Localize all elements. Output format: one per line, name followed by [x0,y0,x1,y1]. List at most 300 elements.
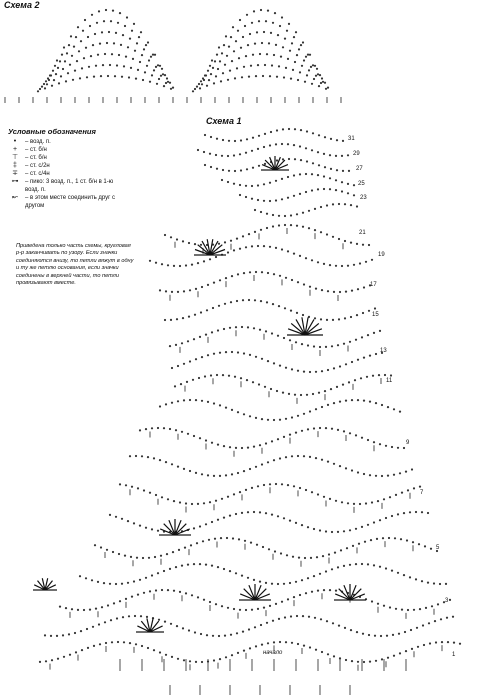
chain-stitch-mark [303,283,305,285]
chain-stitch-mark [149,492,151,494]
chain-stitch-mark [77,609,79,611]
chain-stitch-mark [259,511,261,513]
chain-stitch-mark [338,238,340,240]
chain-stitch-mark [211,442,213,444]
chain-stitch-mark [278,215,280,217]
chain-stitch-mark [162,73,164,75]
chain-stitch-mark [281,178,283,180]
chain-stitch-mark [214,60,216,62]
chain-stitch-mark [205,74,207,76]
chain-stitch-mark [407,609,409,611]
chain-stitch-mark [290,310,292,312]
chain-stitch-mark [252,167,254,169]
chain-stitch-mark [185,264,187,266]
chain-stitch-mark [141,455,143,457]
chain-stitch-mark [178,549,180,551]
chain-stitch-mark [296,225,298,227]
chain-stitch-mark [329,498,331,500]
chain-stitch-mark [367,524,369,526]
chain-stitch-mark [201,83,203,85]
chain-stitch-mark [117,22,119,24]
chain-stitch-mark [142,79,144,81]
chain-stitch-mark [217,519,219,521]
chain-stitch-mark [192,379,194,381]
chain-stitch-mark [229,515,231,517]
chain-stitch-mark [54,65,56,67]
chain-stitch-mark [94,544,96,546]
chain-stitch-mark [281,16,283,18]
chain-stitch-mark [267,461,269,463]
chain-stitch-mark [224,635,226,637]
chain-stitch-mark [316,556,318,558]
chain-stitch-mark [349,341,351,343]
chain-stitch-mark [87,36,89,38]
chain-stitch-mark [386,635,388,637]
chain-stitch-mark [216,168,218,170]
chain-stitch-mark [203,260,205,262]
chain-stitch-mark [266,622,268,624]
chain-stitch-mark [337,566,339,568]
chain-stitch-mark [121,583,123,585]
chain-stitch-mark [269,483,271,485]
chain-stitch-mark [311,149,313,151]
chain-stitch-mark [276,390,278,392]
chain-stitch-mark [62,68,64,70]
chain-stitch-mark [334,552,336,554]
chain-stitch-mark [326,204,328,206]
chain-stitch-mark [291,368,293,370]
chain-stitch-mark [249,33,251,35]
chain-stitch-mark [299,487,301,489]
chain-stitch-mark [164,234,166,236]
chain-stitch-mark [130,556,132,558]
chain-stitch-mark [296,312,298,314]
chain-stitch-mark [223,517,225,519]
chain-stitch-mark [164,319,166,321]
chain-stitch-mark [345,363,347,365]
chain-stitch-mark [350,316,352,318]
chain-stitch-mark [171,656,173,658]
chain-stitch-mark [227,79,229,81]
chain-stitch-mark [200,80,202,82]
chain-stitch-mark [254,231,256,233]
chain-stitch-mark [199,437,201,439]
chain-stitch-mark [205,334,207,336]
chain-stitch-mark [336,386,338,388]
chain-stitch-mark [249,647,251,649]
schema-1-title: Схема 1 [206,116,242,126]
chain-stitch-mark [234,170,236,172]
chain-stitch-mark [171,463,173,465]
chain-stitch-mark [230,240,232,242]
chain-stitch-mark [345,659,347,661]
chain-stitch-mark [401,492,403,494]
chain-stitch-mark [263,31,265,33]
chain-stitch-mark [459,643,461,645]
chain-stitch-mark [244,25,246,27]
chain-stitch-mark [229,570,231,572]
chain-stitch-mark [313,345,315,347]
chain-stitch-mark [59,60,61,62]
chain-stitch-mark [139,525,141,527]
chain-stitch-mark [312,162,314,164]
chain-stitch-mark [308,616,310,618]
chain-stitch-mark [39,661,41,663]
chain-stitch-mark [345,291,347,293]
chain-stitch-mark [295,432,297,434]
chain-stitch-mark [212,635,214,637]
chain-stitch-mark [353,194,355,196]
chain-stitch-mark [263,146,265,148]
chain-stitch-mark [231,275,233,277]
chain-stitch-mark [243,66,245,68]
chain-stitch-mark [182,317,184,319]
row-number: 25 [358,181,365,187]
chain-stitch-mark [238,57,240,59]
chain-stitch-mark [241,512,243,514]
chain-stitch-mark [388,537,390,539]
chain-stitch-mark [171,291,173,293]
chain-stitch-mark [304,557,306,559]
chain-stitch-mark [213,475,215,477]
chain-stitch-mark [220,537,222,539]
chain-stitch-mark [258,20,260,22]
chain-stitch-mark [305,592,307,594]
chain-stitch-mark [149,590,151,592]
chain-stitch-mark [389,606,391,608]
chain-stitch-mark [195,661,197,663]
chain-stitch-mark [381,404,383,406]
chain-stitch-mark [277,34,279,36]
chain-stitch-mark [75,36,77,38]
chain-stitch-mark [254,299,256,301]
chain-stitch-mark [225,407,227,409]
chain-stitch-mark [164,74,166,76]
chain-stitch-mark [375,660,377,662]
chain-stitch-mark [290,78,292,80]
chain-stitch-mark [200,311,202,313]
chain-stitch-mark [207,474,209,476]
chain-stitch-mark [266,227,268,229]
chain-stitch-mark [285,641,287,643]
chain-stitch-mark [223,568,225,570]
chain-stitch-mark [125,598,127,600]
chain-stitch-mark [61,54,63,56]
chain-stitch-mark [412,541,414,543]
chain-stitch-mark [177,466,179,468]
chain-stitch-mark [198,83,200,85]
chain-stitch-mark [392,634,394,636]
chain-stitch-mark [258,165,260,167]
chain-stitch-mark [134,50,136,52]
chain-stitch-mark [253,446,255,448]
chain-stitch-mark [318,164,320,166]
chain-stitch-mark [390,374,392,376]
chain-stitch-mark [282,128,284,130]
chain-stitch-mark [253,10,255,12]
chain-stitch-mark [297,370,299,372]
chain-stitch-mark [155,494,157,496]
chain-stitch-mark [45,660,47,662]
chain-stitch-mark [142,557,144,559]
row-number: 3 [445,598,449,604]
chain-stitch-mark [321,289,323,291]
chain-stitch-mark [327,369,329,371]
chain-stitch-mark [149,81,151,83]
chain-stitch-mark [222,169,224,171]
chain-stitch-mark [397,513,399,515]
chain-stitch-mark [193,527,195,529]
chain-stitch-mark [85,47,87,49]
chain-stitch-mark [56,59,58,61]
chain-stitch-mark [335,155,337,157]
chain-stitch-mark [287,176,289,178]
chain-stitch-mark [252,381,254,383]
chain-stitch-mark [315,457,317,459]
chain-stitch-mark [95,608,97,610]
chain-stitch-mark [261,42,263,44]
chain-stitch-mark [157,64,159,66]
chain-stitch-mark [384,374,386,376]
chain-stitch-mark [92,626,94,628]
chain-stitch-mark [167,264,169,266]
chain-stitch-mark [445,583,447,585]
chain-stitch-mark [243,413,245,415]
chain-stitch-mark [446,617,448,619]
chain-stitch-mark [99,643,101,645]
chain-stitch-mark [221,155,223,157]
chain-stitch-mark [176,318,178,320]
chain-stitch-mark [361,336,363,338]
legend-text: – возд. п. [25,139,51,145]
chain-stitch-mark [315,371,317,373]
chain-stitch-mark [411,468,413,470]
chain-stitch-mark [69,64,71,66]
chain-stitch-mark [167,589,169,591]
chain-stitch-mark [208,79,210,81]
chain-stitch-mark [341,190,343,192]
chain-stitch-mark [205,523,207,525]
chain-stitch-mark [259,444,261,446]
chain-stitch-mark [379,443,381,445]
chain-stitch-mark [44,634,46,636]
chain-stitch-mark [434,620,436,622]
chain-stitch-mark [323,589,325,591]
chain-stitch-mark [301,579,303,581]
chain-stitch-mark [263,183,265,185]
chain-stitch-mark [232,537,234,539]
chain-stitch-mark [357,399,359,401]
chain-stitch-mark [299,193,301,195]
chain-stitch-mark [239,184,241,186]
chain-stitch-mark [323,153,325,155]
chain-stitch-mark [102,64,104,66]
chain-stitch-mark [208,539,210,541]
chain-stitch-mark [221,179,223,181]
chain-stitch-mark [233,608,235,610]
chain-stitch-mark [133,23,135,25]
chain-stitch-mark [219,404,221,406]
chain-stitch-mark [356,205,358,207]
chain-stitch-mark [177,291,179,293]
chain-stitch-mark [196,86,198,88]
chain-stitch-mark [251,198,253,200]
chain-stitch-mark [235,513,237,515]
chain-stitch-mark [268,548,270,550]
chain-stitch-mark [345,400,347,402]
chain-stitch-mark [165,403,167,405]
chain-stitch-mark [200,244,202,246]
chain-stitch-mark [276,159,278,161]
chain-stitch-mark [302,226,304,228]
chain-stitch-mark [309,456,311,458]
chain-stitch-mark [246,379,248,381]
chain-stitch-mark [181,565,183,567]
chain-stitch-mark [323,188,325,190]
chain-stitch-mark [171,367,173,369]
chain-stitch-mark [183,659,185,661]
chain-stitch-mark [128,615,130,617]
chain-stitch-mark [170,88,172,90]
chain-stitch-mark [273,362,275,364]
chain-stitch-mark [109,583,111,585]
chain-stitch-mark [242,36,244,38]
chain-stitch-mark [367,439,369,441]
chain-stitch-mark [265,442,267,444]
chain-stitch-mark [343,530,345,532]
chain-stitch-mark [336,169,338,171]
legend-text: – ст. б/н [25,155,47,161]
chain-stitch-mark [215,154,217,156]
chain-stitch-mark [330,388,332,390]
chain-stitch-mark [113,42,115,44]
chain-stitch-mark [288,128,290,130]
chain-stitch-mark [400,538,402,540]
chain-stitch-mark [271,64,273,66]
chain-stitch-mark [279,275,281,277]
chain-stitch-mark [341,265,343,267]
chain-stitch-mark [99,43,101,45]
chain-stitch-mark [318,392,320,394]
chain-stitch-mark [126,16,128,18]
chain-stitch-mark [191,503,193,505]
chain-stitch-mark [416,627,418,629]
chain-stitch-mark [353,264,355,266]
chain-stitch-mark [118,54,120,56]
schema-2-title: Схема 2 [4,0,40,10]
chain-stitch-mark [319,529,321,531]
chain-stitch-mark [323,175,325,177]
chain-stitch-mark [253,579,255,581]
chain-stitch-mark [327,87,329,89]
chain-stitch-mark [279,25,281,27]
chain-stitch-mark [356,314,358,316]
chain-stitch-mark [397,447,399,449]
chain-stitch-mark [301,65,303,67]
chain-stitch-mark [239,194,241,196]
chain-stitch-mark [338,625,340,627]
row-number: 31 [348,136,355,142]
chain-stitch-mark [250,65,252,67]
chain-stitch-mark [207,284,209,286]
chain-stitch-mark [364,541,366,543]
chain-stitch-mark [290,224,292,226]
chain-stitch-mark [362,244,364,246]
chain-stitch-symbol: • [13,138,17,145]
chain-stitch-mark [324,136,326,138]
chain-stitch-mark [160,555,162,557]
chain-stitch-mark [391,515,393,517]
chain-stitch-mark [331,568,333,570]
chain-stitch-mark [170,623,172,625]
chain-stitch-mark [307,577,309,579]
chain-stitch-mark [263,245,265,247]
chain-stitch-mark [218,46,220,48]
chain-stitch-mark [314,208,316,210]
chain-stitch-mark [311,83,313,85]
chain-stitch-mark [207,70,209,72]
chain-stitch-mark [275,603,277,605]
chain-stitch-mark [87,647,89,649]
chain-stitch-mark [115,583,117,585]
chain-stitch-mark [90,55,92,57]
chain-stitch-mark [176,625,178,627]
chain-stitch-mark [182,240,184,242]
chain-stitch-mark [139,429,141,431]
chain-stitch-mark [227,155,229,157]
chain-stitch-mark [63,46,65,48]
chain-stitch-mark [374,307,376,309]
chain-stitch-mark [223,445,225,447]
join-symbol: ↜ [12,194,18,201]
chain-stitch-mark [196,542,198,544]
chain-stitch-mark [245,185,247,187]
chain-stitch-mark [326,319,328,321]
chain-stitch-mark [83,609,85,611]
chain-stitch-mark [354,379,356,381]
chain-stitch-mark [349,564,351,566]
chain-stitch-mark [255,75,257,77]
chain-stitch-mark [348,170,350,172]
chain-stitch-mark [97,581,99,583]
chain-stitch-mark [346,547,348,549]
chain-stitch-mark [237,472,239,474]
chain-stitch-mark [190,544,192,546]
chain-stitch-mark [234,140,236,142]
chain-stitch-mark [347,192,349,194]
chain-stitch-mark [293,36,295,38]
chain-stitch-mark [70,35,72,37]
chain-stitch-mark [109,514,111,516]
chain-stitch-mark [266,301,268,303]
chain-stitch-mark [305,489,307,491]
chain-stitch-mark [425,607,427,609]
chain-stitch-mark [243,470,245,472]
chain-stitch-mark [64,60,66,62]
chain-stitch-mark [175,344,177,346]
chain-stitch-mark [116,64,118,66]
chain-stitch-mark [233,183,235,185]
chain-stitch-mark [253,327,255,329]
chain-stitch-mark [419,486,421,488]
chain-stitch-mark [401,609,403,611]
chain-stitch-mark [94,33,96,35]
chain-stitch-mark [339,365,341,367]
chain-stitch-mark [173,265,175,267]
chain-stitch-mark [255,271,257,273]
chain-stitch-mark [349,432,351,434]
chain-stitch-mark [272,225,274,227]
